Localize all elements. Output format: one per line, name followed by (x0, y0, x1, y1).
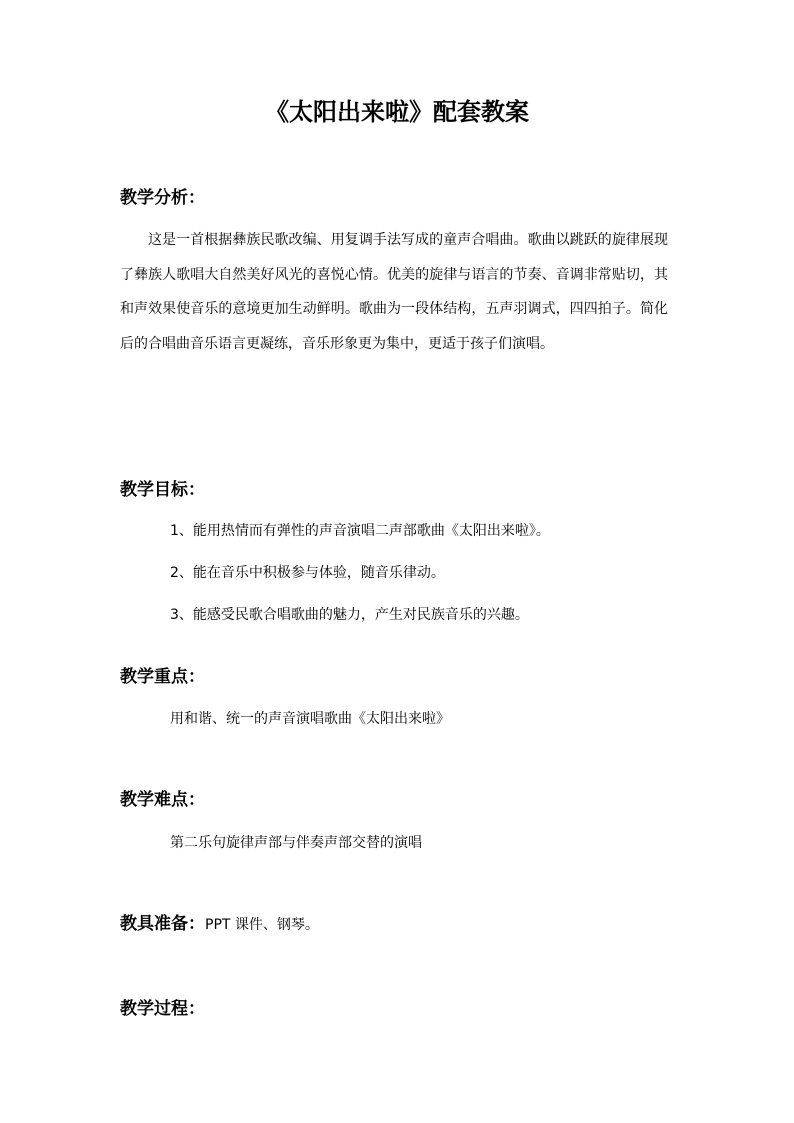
document-title: 《太阳出来啦》配套教案 (265, 98, 529, 126)
objective-item-3: 3、能感受民歌合唱歌曲的魅力，产生对民族音乐的兴趣。 (170, 607, 529, 623)
materials-heading: 教具准备： (120, 914, 205, 934)
objective-item-2: 2、能在音乐中积极参与体验，随音乐律动。 (170, 565, 445, 581)
key-points-heading: 教学重点： (120, 667, 205, 687)
analysis-paragraph: 这是一首根据彝族民歌改编、用复调手法写成的童声合唱曲。歌曲以跳跃的旋律展现了彝族人歌唱大自然美好风光的喜悦心情。优美的旋律与语言的节奏、音调非常贴切，其和声效果使音乐的意境更加生动鲜明。歌曲为一段体结构，五声羽调式，四四拍子。简化后的合唱曲音乐语言更凝练，音乐形象更为集中，更适于孩子们演唱。 (120, 232, 668, 352)
process-heading: 教学过程： (120, 999, 205, 1019)
analysis-heading: 教学分析： (120, 188, 205, 208)
materials-line (120, 912, 319, 937)
key-points-text: 用和谐、统一的声音演唱歌曲《太阳出来啦》 (170, 711, 450, 727)
objectives-heading: 教学目标： (120, 480, 205, 500)
materials-text: PPT 课件、钢琴。 (205, 917, 319, 933)
objective-item-1: 1、能用热情而有弹性的声音演唱二声部歌曲《太阳出来啦》。 (170, 523, 550, 539)
difficulties-heading: 教学难点： (120, 790, 205, 810)
difficulties-text: 第二乐句旋律声部与伴奏声部交替的演唱 (170, 835, 422, 851)
